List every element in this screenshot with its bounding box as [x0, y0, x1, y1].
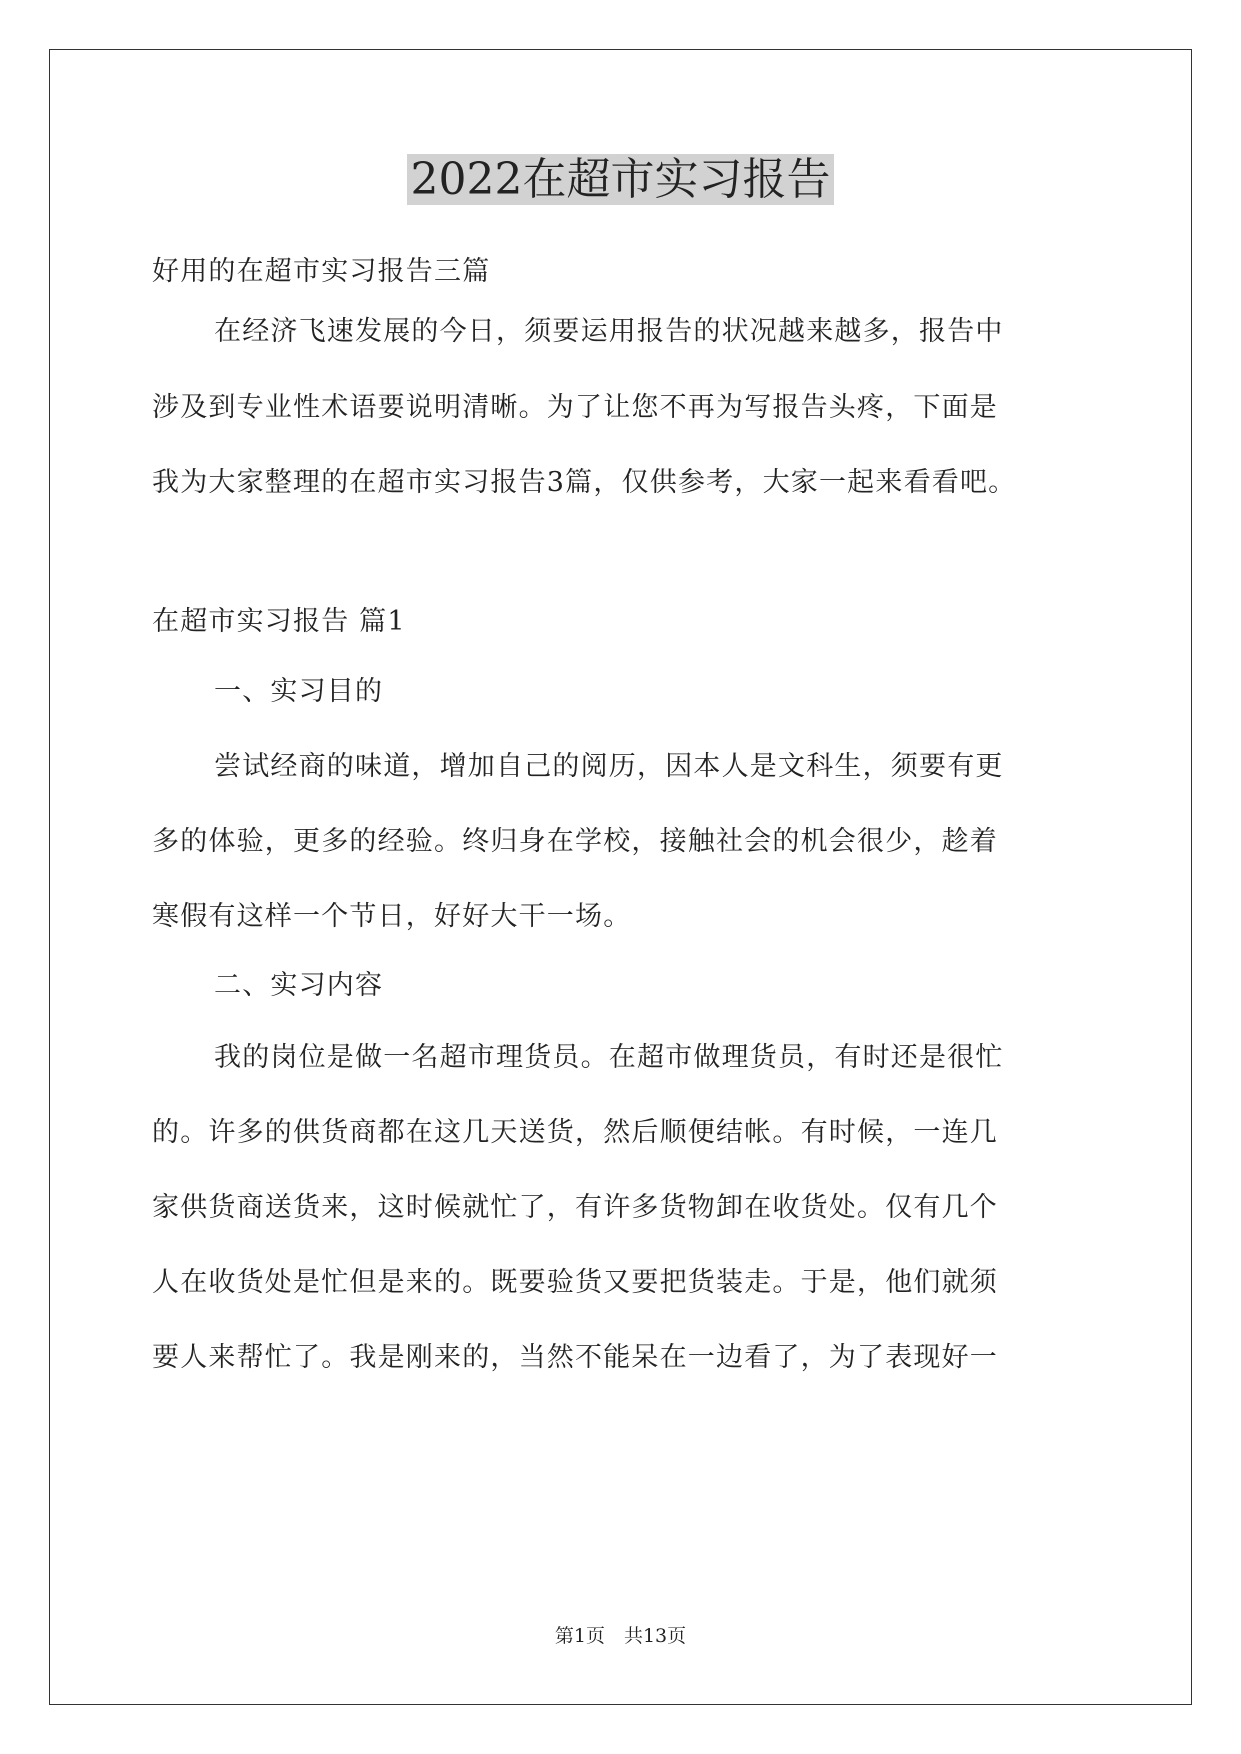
- part-heading: 二、实习内容: [214, 970, 384, 1001]
- paragraph-line: 多的体验，更多的经验。终归身在学校，接触社会的机会很少，趁着: [152, 826, 998, 857]
- paragraph-line: 家供货商送货来，这时候就忙了，有许多货物卸在收货处。仅有几个: [152, 1192, 998, 1223]
- page-number-footer: 第1页 共13页: [554, 1625, 687, 1647]
- paragraph-line: 寒假有这样一个节日，好好大干一场。: [152, 901, 632, 932]
- intro-line: 我为大家整理的在超市实习报告3篇，仅供参考，大家一起来看看吧。: [152, 467, 1017, 498]
- paragraph-line: 我的岗位是做一名超市理货员。在超市做理货员，有时还是很忙: [214, 1042, 1004, 1073]
- paragraph-line: 人在收货处是忙但是来的。既要验货又要把货装走。于是，他们就须: [152, 1267, 998, 1298]
- intro-line: 涉及到专业性术语要说明清晰。为了让您不再为写报告头疼，下面是: [152, 392, 998, 423]
- page-border: [49, 49, 1192, 1705]
- paragraph-line: 的。许多的供货商都在这几天送货，然后顺便结帐。有时候，一连几: [152, 1117, 998, 1148]
- document-title-text: 2022在超市实习报告: [407, 154, 835, 205]
- paragraph-line: 尝试经商的味道，增加自己的阅历，因本人是文科生，须要有更: [214, 751, 1004, 782]
- paragraph-line: 要人来帮忙了。我是刚来的，当然不能呆在一边看了，为了表现好一: [152, 1342, 998, 1373]
- document-title: [0, 150, 1241, 210]
- section-heading: 在超市实习报告 篇1: [152, 606, 406, 637]
- intro-line: 在经济飞速发展的今日，须要运用报告的状况越来越多，报告中: [214, 316, 1004, 347]
- document-subtitle: 好用的在超市实习报告三篇: [152, 256, 491, 287]
- part-heading: 一、实习目的: [214, 676, 384, 707]
